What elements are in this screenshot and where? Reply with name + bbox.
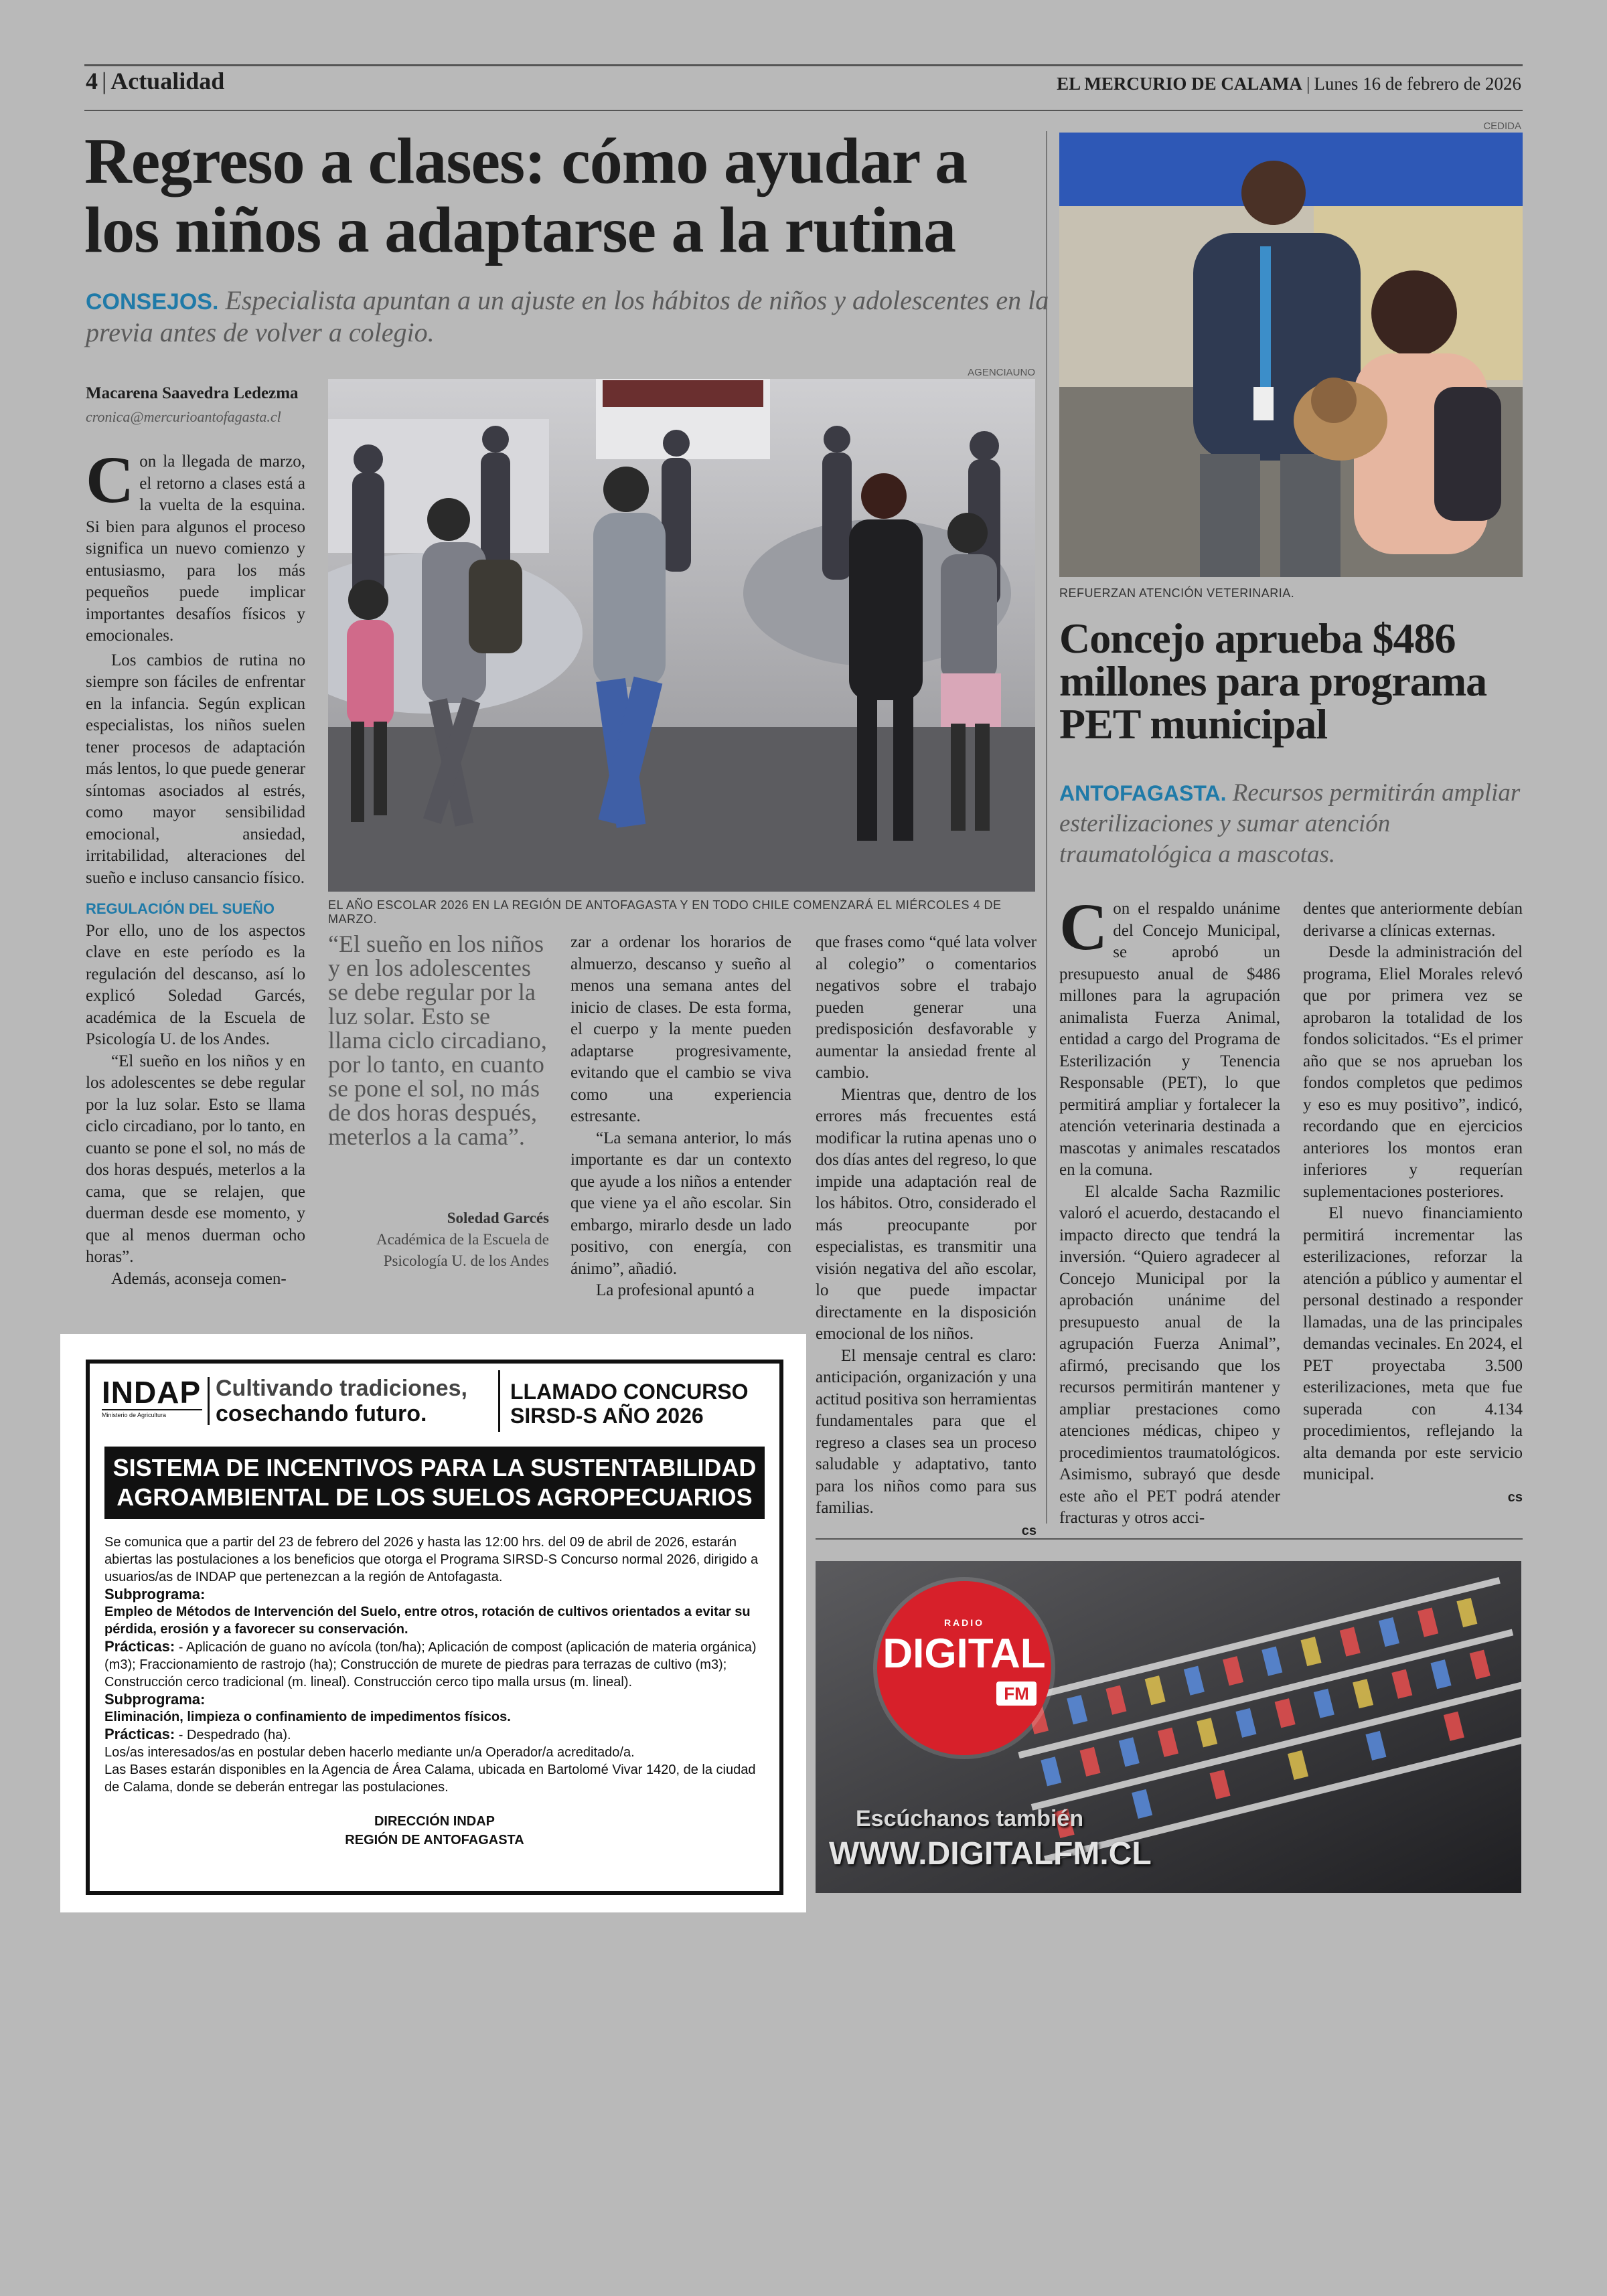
- main-paragraph: Por ello, uno de los aspectos clave en este período es la regulación del descanso, así lo explicó Soledad Garcés, académica de la Escuela de Psicología U. de los Andes.: [86, 921, 305, 1048]
- practicas-label: Prácticas:: [104, 1638, 175, 1655]
- main-paragraph: La profesional apuntó a: [596, 1281, 755, 1299]
- slogan-line-1: Cultivando tradiciones,: [216, 1376, 467, 1401]
- side-kicker: ANTOFAGASTA.: [1059, 781, 1227, 805]
- logo-divider: [208, 1377, 210, 1425]
- indap-banner: [104, 1447, 765, 1519]
- pull-quote-attribution: [328, 1208, 549, 1272]
- footer-line-1: DIRECCIÓN INDAP: [374, 1814, 495, 1829]
- slogan-line-2: cosechando futuro.: [216, 1401, 427, 1426]
- school-crowd-illustration: [328, 379, 1035, 892]
- pull-quote: “El sueño en los niños y en los adolescentes se debe regular por la luz solar. Esto se llama ciclo circadiano, por lo tanto, en cuanto se pone el sol, no más de dos horas después, meterlos a la cama”.: [328, 930, 547, 1150]
- indap-ad: [60, 1334, 806, 1912]
- page-number: 4: [86, 68, 98, 94]
- side-headline: Concejo aprueba $486 millones para programa PET municipal: [1059, 614, 1487, 748]
- main-paragraph: on la llegada de marzo, el retorno a clases está a la vuelta de la esquina. Si bien para algunos el proceso significa un nuevo comienzo y entusiasmo, para los más pequeños puede implicar importantes desafíos físicos y emocionales.: [86, 453, 305, 645]
- call-line-1: LLAMADO CONCURSO: [510, 1380, 749, 1404]
- main-photo-credit: AGENCIAUNO: [968, 367, 1035, 378]
- byline: Macarena Saavedra Ledezma: [86, 384, 299, 402]
- main-paragraph: zar a ordenar los horarios de almuerzo, descanso y sueño al menos una semana antes del inicio de clases. De esta forma, el cuerpo y la mente pueden adaptarse progresivamente, evitando que el cambio se viva como una experiencia estresante.: [570, 933, 791, 1125]
- radio-ad: [816, 1561, 1521, 1893]
- indap-logo: [102, 1376, 202, 1418]
- main-column-3: [570, 932, 791, 1302]
- radio-url[interactable]: WWW.DIGITALFM.CL: [829, 1836, 1152, 1872]
- main-deck: [86, 285, 1050, 348]
- radio-fm-badge: FM: [996, 1682, 1037, 1706]
- radio-brand: DIGITAL: [883, 1631, 1046, 1677]
- indap-note-1: Los/as interesados/as en postular deben hacerlo mediante un/a Operador/a acreditado/a.: [104, 1745, 635, 1760]
- side-column-2: [1303, 898, 1523, 1508]
- indap-body: [104, 1534, 765, 1850]
- indap-ministry: Ministerio de Agricultura: [102, 1409, 202, 1418]
- call-line-2: SIRSD-S AÑO 2026: [510, 1404, 704, 1428]
- side-drop-cap: C: [1059, 890, 1108, 964]
- pull-quote-role: Académica de la Escuela de Psicología U. de los Andes: [376, 1231, 549, 1269]
- drop-cap: C: [86, 442, 135, 517]
- headline-line-1: Regreso a clases: cómo ayudar a: [84, 125, 968, 197]
- practicas-1: - Aplicación de guano no avícola (ton/ha); Aplicación de compost (aplicación de materia orgánica) (m3); Fraccionamiento de rastrojo (ha); Construcción de murete de piedras para terrazas de cultivo (m3); Construcción cerco tradicional (m. lineal). Construcción cerco tipo malla ursus (m. lineal).: [104, 1640, 757, 1690]
- main-deck-text: Especialista apuntan a un ajuste en los hábitos de niños y adolescentes en la previa antes de volver a colegio.: [86, 285, 1049, 347]
- main-kicker: CONSEJOS.: [86, 289, 219, 315]
- side-paragraph: El alcalde Sacha Razmilic valoró el acuerdo, destacando el impacto directo que tendrá la inversión. “Quiero agradecer al Concejo Municipal por la aprobación unánime del presupuesto anual de la agrupación Fuerza Animal”, afirmó, precisando que los recursos permitirán mantener y ampliar prestaciones como atenciones médicas, chipeo y procedimientos traumatológicos. Asimismo, subrayó que desde este año el PET podrá atender fracturas y otros acci-: [1059, 1182, 1280, 1527]
- subprograma-label: Subprograma:: [104, 1586, 206, 1603]
- header-top-rule: [84, 64, 1523, 66]
- main-paragraph: Además, aconseja comen-: [111, 1269, 287, 1288]
- end-mark: cs: [1021, 1523, 1037, 1538]
- indap-intro: Se comunica que a partir del 23 de febrero del 2026 y hasta las 12:00 hrs. del 09 de abril de 2026, estarán abiertas las postulaciones a los beneficios que otorga el Programa SIRSD-S Concurso normal 2026, dirigido a usuarios/as de INDAP que pertenezcan a la región de Antofagasta.: [104, 1535, 759, 1584]
- side-column-1: [1059, 890, 1280, 1530]
- main-column-1: [86, 442, 305, 1290]
- main-paragraph: que frases como “qué lata volver al colegio” o comentarios negativos sobre el trabajo pueden generar una predisposición desfavorable y aumentar la ansiedad frente al cambio.: [816, 933, 1037, 1082]
- practicas-label-2: Prácticas:: [104, 1726, 175, 1742]
- indap-ad-frame: [86, 1360, 783, 1895]
- radio-badge: [877, 1581, 1051, 1755]
- main-paragraph: “La semana anterior, lo más importante es dar un contexto que ayude a los niños a entender que viene ya el año escolar. Sin embargo, mirarlo desde un lado positivo, con energía, con ánimo”, añadió.: [570, 1129, 791, 1278]
- radio-tagline: Escúchanos también: [856, 1806, 1084, 1831]
- practicas-2: - Despedrado (ha).: [178, 1728, 291, 1742]
- banner-line-2: AGROAMBIENTAL DE LOS SUELOS AGROPECUARIOS: [117, 1483, 753, 1511]
- main-paragraph: Los cambios de rutina no siempre son fáciles de enfrentar en la infancia. Según explican especialistas, los niños suelen tener procesos de adaptación más lentos, lo que puede generar síntomas asociados al estrés, como mayor sensibilidad emocional, ansiedad, irritabilidad, alteraciones del sueño e incluso cansancio físico.: [86, 651, 305, 887]
- side-photo: [1059, 133, 1523, 577]
- page-section-label: 4 | Actualidad: [86, 68, 225, 94]
- radio-badge-top: RADIO: [943, 1617, 985, 1628]
- side-photo-caption: REFUERZAN ATENCIÓN VETERINARIA.: [1059, 586, 1295, 600]
- call-divider: [498, 1370, 500, 1432]
- newspaper-name: EL MERCURIO DE CALAMA: [1057, 74, 1302, 94]
- indap-call: [510, 1380, 749, 1428]
- footer-line-2: REGIÓN DE ANTOFAGASTA: [345, 1833, 524, 1848]
- main-paragraph: El mensaje central es claro: anticipación, organización y una actitud positiva son herramientas fundamentales para que el regreso a clases sea un proceso saludable y adaptativo, tanto para los niños como para sus familias.: [816, 1346, 1037, 1517]
- side-paragraph: El nuevo financiamiento permitirá incrementar las esterilizaciones, reforzar la atención a público y aumentar el personal destinado a responder llamadas, una de las principales demandas vecinales. En 2024, el PET proyectaba 3.500 esterilizaciones, meta que fue superada con 4.134 procedimientos, reflejando la alta demanda por este servicio municipal.: [1303, 1204, 1523, 1483]
- side-paragraph: Desde la administración del programa, Eliel Morales relevó que por primera vez se aprobaron la totalidad de los fondos solicitados. “Es el primer año que se nos aprueban los fondos completos que pedimos y eso es muy positivo”, indicó, recordando que en ejercicios anteriores los montos eran inferiores y requerían suplementaciones posteriores.: [1303, 943, 1523, 1201]
- main-photo: [328, 379, 1035, 892]
- author-email: cronica@mercurioantofagasta.cl: [86, 408, 281, 425]
- banner-line-1: SISTEMA DE INCENTIVOS PARA LA SUSTENTABILIDAD: [112, 1454, 757, 1481]
- side-deck: [1059, 778, 1528, 870]
- section-name: Actualidad: [110, 68, 225, 94]
- pull-quote-author: Soledad Garcés: [447, 1210, 549, 1226]
- subprograma-1: Empleo de Métodos de Intervención del Suelo, entre otros, rotación de cultivos orientados a evitar su pérdida, erosión y a favorecer su conservación.: [104, 1605, 751, 1637]
- main-paragraph: “El sueño en los niños y en los adolescentes se debe regular por la luz solar. Esto se llama ciclo circadiano, por lo tanto, en cuanto se pone el sol, no más de dos horas después, meterlos a la cama, que se relajen, que duerman desde ese momento, y que al menos duerman ocho horas”.: [86, 1052, 305, 1266]
- indap-note-2: Las Bases estarán disponibles en la Agencia de Área Calama, ubicada en Bartolomé Vivar 1420, de la ciudad de Calama, donde se deberán entregar las postulaciones.: [104, 1762, 756, 1795]
- masthead-info: EL MERCURIO DE CALAMA | Lunes 16 de febrero de 2026: [1057, 74, 1521, 94]
- subprograma-2: Eliminación, limpieza o confinamiento de impedimentos físicos.: [104, 1710, 511, 1724]
- indap-slogan: [216, 1376, 467, 1426]
- subprograma-label-2: Subprograma:: [104, 1691, 206, 1708]
- side-paragraph: on el respaldo unánime del Concejo Municipal, se aprobó un presupuesto anual de $486 millones para la agrupación animalista Fuerza Animal, entidad a cargo del Programa de Esterilización y Tenencia Responsable (PET), lo que permitirá ampliar y fortalecer la atención veterinaria destinada a mascotas y animales rescatados en la comuna.: [1059, 900, 1280, 1179]
- side-end-mark: cs: [1507, 1489, 1523, 1505]
- indap-logo-text: INDAP: [102, 1375, 202, 1410]
- main-photo-caption: EL AÑO ESCOLAR 2026 EN LA REGIÓN DE ANTOFAGASTA Y EN TODO CHILE COMENZARÁ EL MIÉRCOLES 4 DE MARZO.: [328, 898, 1002, 926]
- indap-footer: [104, 1812, 765, 1850]
- veterinary-scene-illustration: [1059, 133, 1523, 577]
- issue-date: Lunes 16 de febrero de 2026: [1314, 74, 1521, 94]
- side-photo-credit: CEDIDA: [1483, 120, 1521, 132]
- main-column-4: [816, 932, 1037, 1542]
- bottom-rule: [816, 1538, 1523, 1540]
- header-bottom-rule: [84, 110, 1523, 111]
- side-paragraph: dentes que anteriormente debían derivarse a clínicas externas.: [1303, 900, 1523, 940]
- headline-line-2: los niños a adaptarse a la rutina: [84, 194, 956, 266]
- side-deck-text: Recursos permitirán ampliar esterilizaciones y sumar atención traumatológica a mascotas.: [1059, 779, 1521, 868]
- main-headline: [84, 127, 1049, 265]
- main-paragraph: Mientras que, dentro de los errores más frecuentes está modificar la rutina apenas uno o dos días antes del regreso, lo que impide una adaptación real de los hábitos. Otro, considerado el más preocupante por especialistas, es transmitir una visión negativa del año escolar, lo que puede impactar directamente en la disposición emocional de los niños.: [816, 1085, 1037, 1343]
- section-subhead: REGULACIÓN DEL SUEÑO: [86, 900, 275, 917]
